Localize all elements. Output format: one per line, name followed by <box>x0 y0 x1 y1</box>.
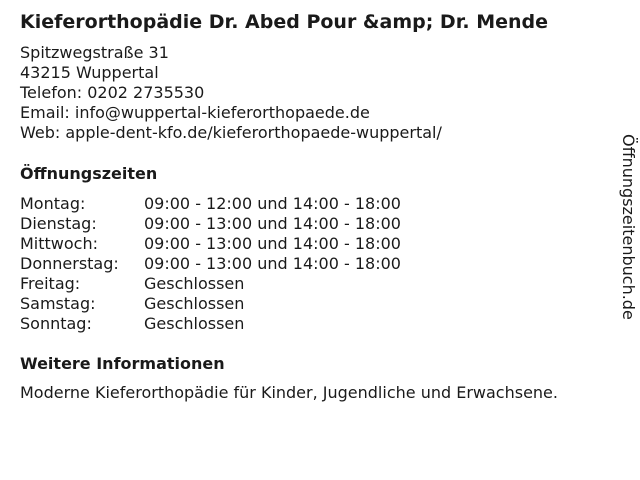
contact-block <box>20 43 442 143</box>
hours-day: Sonntag: <box>20 314 92 333</box>
phone-number: Telefon: 0202 2735530 <box>20 83 205 102</box>
hours-day: Samstag: <box>20 294 96 313</box>
hours-time: Geschlossen <box>144 274 245 293</box>
hours-row-monday <box>20 194 401 214</box>
hours-row-friday <box>20 274 401 294</box>
practice-title: Kieferorthopädie Dr. Abed Pour &amp; Dr. Mende <box>20 11 549 33</box>
hours-row-tuesday <box>20 214 401 234</box>
hours-row-sunday <box>20 314 401 334</box>
hours-time: 09:00 - 13:00 und 14:00 - 18:00 <box>144 234 401 253</box>
hours-day: Donnerstag: <box>20 254 119 273</box>
hours-time: Geschlossen <box>144 294 245 313</box>
hours-day: Freitag: <box>20 274 81 293</box>
hours-time: 09:00 - 13:00 und 14:00 - 18:00 <box>144 254 401 273</box>
watermark-text: Öffnungszeitenbuch.de <box>619 134 638 320</box>
hours-time: Geschlossen <box>144 314 245 333</box>
hours-time: 09:00 - 12:00 und 14:00 - 18:00 <box>144 194 401 213</box>
hours-row-wednesday <box>20 234 401 254</box>
opening-hours-heading: Öffnungszeiten <box>20 164 158 183</box>
opening-hours-table <box>20 194 401 334</box>
email-address: Email: info@wuppertal-kieferorthopaede.de <box>20 103 370 122</box>
hours-time: 09:00 - 13:00 und 14:00 - 18:00 <box>144 214 401 233</box>
practice-description: Moderne Kieferorthopädie für Kinder, Jugendliche und Erwachsene. <box>20 383 558 402</box>
hours-day: Dienstag: <box>20 214 97 233</box>
hours-row-thursday <box>20 254 401 274</box>
hours-day: Mittwoch: <box>20 234 98 253</box>
hours-day: Montag: <box>20 194 86 213</box>
website-address: Web: apple-dent-kfo.de/kieferorthopaede-wuppertal/ <box>20 123 442 142</box>
further-info-heading: Weitere Informationen <box>20 354 225 373</box>
city-address: 43215 Wuppertal <box>20 63 159 82</box>
hours-row-saturday <box>20 294 401 314</box>
street-address: Spitzwegstraße 31 <box>20 43 169 62</box>
